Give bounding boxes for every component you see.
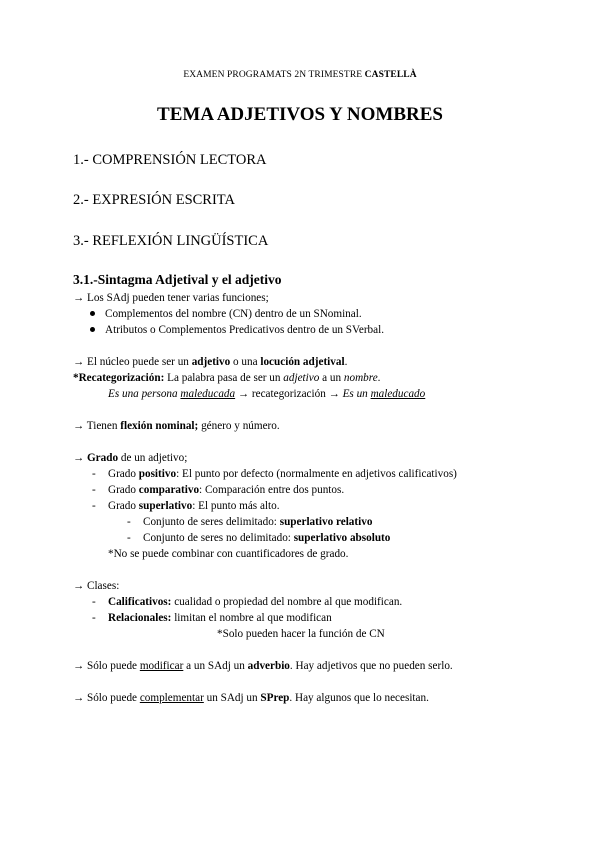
list-item: - Grado positivo: El punto por defecto (normalmente en adjetivos calificativos): [92, 468, 457, 480]
section-heading-1: 1.- COMPRENSIÓN LECTORA: [73, 152, 267, 168]
clases-intro: → Clases:: [73, 580, 120, 592]
section-heading-2: 2.- EXPRESIÓN ESCRITA: [73, 192, 235, 208]
header-text: EXAMEN PROGRAMATS 2N TRIMESTRE: [183, 70, 365, 80]
header-subject: CASTELLÀ: [364, 70, 417, 80]
funciones-intro: → Los SAdj pueden tener varias funciones;: [73, 292, 269, 304]
list-item: - Calificativos: cualidad o propiedad del nombre al que modifican.: [92, 596, 403, 608]
nucleo-line: → El núcleo puede ser un adjetivo o una locución adjetival.: [73, 356, 348, 368]
recategorizacion-example: Es una persona maleducada → recategorización → Es un maleducado: [108, 388, 426, 400]
list-item: Complementos del nombre (CN) dentro de un SNominal.: [90, 308, 362, 320]
subsection-heading: 3.1.-Sintagma Adjetival y el adjetivo: [73, 272, 282, 287]
recategorizacion-line: *Recategorización: La palabra pasa de ser un adjetivo a un nombre.: [73, 372, 381, 384]
modificar-line: → Sólo puede modificar a un SAdj un adverbio. Hay adjetivos que no pueden serlo.: [73, 660, 453, 672]
list-item: Atributos o Complementos Predicativos dentro de un SVerbal.: [90, 324, 384, 336]
clases-note: *Solo pueden hacer la función de CN: [217, 628, 385, 640]
exam-header: [0, 70, 600, 80]
page-title: TEMA ADJETIVOS Y NOMBRES: [157, 104, 443, 125]
list-item: - Grado comparativo: Comparación entre dos puntos.: [92, 484, 345, 496]
bullet-icon: [90, 327, 95, 332]
bullet-icon: [90, 311, 95, 316]
list-item: - Relacionales: limitan el nombre al que modifican: [92, 612, 332, 624]
section-heading-3: 3.- REFLEXIÓN LINGÜÍSTICA: [73, 233, 269, 249]
list-item: - Conjunto de seres delimitado: superlativo relativo: [127, 516, 373, 528]
grado-intro: → Grado de un adjetivo;: [73, 452, 188, 464]
flexion-line: → Tienen flexión nominal; género y número.: [73, 420, 280, 432]
list-item: - Conjunto de seres no delimitado: superlativo absoluto: [127, 532, 391, 544]
list-item: - Grado superlativo: El punto más alto.: [92, 500, 280, 512]
complementar-line: → Sólo puede complementar un SAdj un SPrep. Hay algunos que lo necesitan.: [73, 692, 429, 704]
grado-note: *No se puede combinar con cuantificadores de grado.: [108, 548, 349, 560]
